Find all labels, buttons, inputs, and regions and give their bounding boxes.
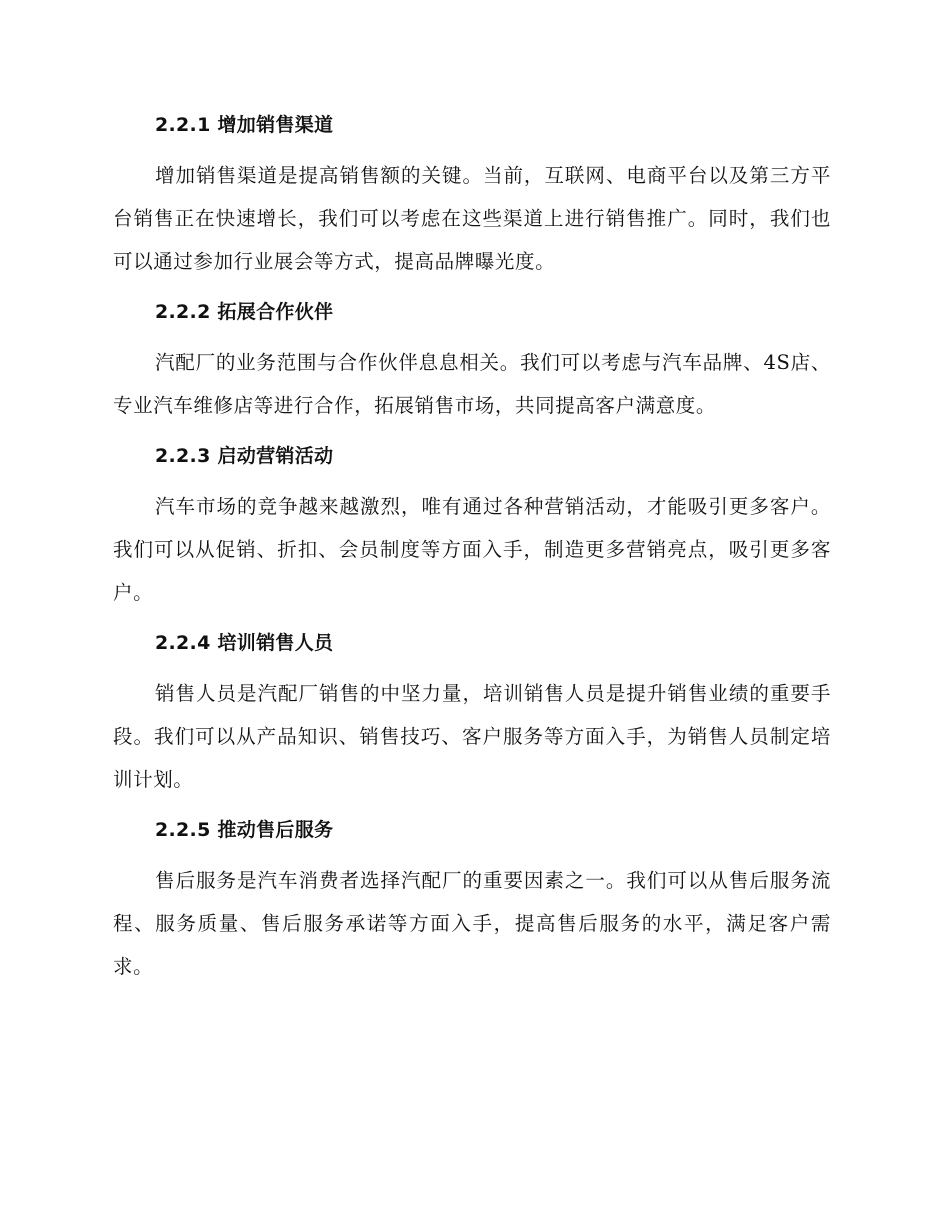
section-heading: 2.2.4 培训销售人员: [155, 632, 334, 654]
section-heading: 2.2.3 启动营销活动: [155, 445, 334, 467]
section-paragraph: 售后服务是汽车消费者选择汽配厂的重要因素之一。我们可以从售后服务流程、服务质量、售后服务承诺等方面入手，提高售后服务的水平，满足客户需求。: [113, 869, 831, 978]
section-2-2-5: [113, 815, 831, 988]
section-paragraph: 汽配厂的业务范围与合作伙伴息息相关。我们可以考虑与汽车品牌、4S店、专业汽车维修店等进行合作，拓展销售市场，共同提高客户满意度。: [113, 351, 831, 417]
section-2-2-3: [113, 441, 831, 614]
section-paragraph: 销售人员是汽配厂销售的中坚力量，培训销售人员是提升销售业绩的重要手段。我们可以从产品知识、销售技巧、客户服务等方面入手，为销售人员制定培训计划。: [113, 682, 831, 791]
document-content: [113, 110, 831, 1002]
section-paragraph: 增加销售渠道是提高销售额的关键。当前，互联网、电商平台以及第三方平台销售正在快速增长，我们可以考虑在这些渠道上进行销售推广。同时，我们也可以通过参加行业展会等方式，提高品牌曝光度。: [113, 164, 831, 273]
section-paragraph: 汽车市场的竞争越来越激烈，唯有通过各种营销活动，才能吸引更多客户。我们可以从促销、折扣、会员制度等方面入手，制造更多营销亮点，吸引更多客户。: [113, 495, 831, 604]
section-2-2-2: [113, 297, 831, 427]
section-heading: 2.2.5 推动售后服务: [155, 819, 334, 841]
section-2-2-4: [113, 628, 831, 801]
section-2-2-1: [113, 110, 831, 283]
section-heading: 2.2.2 拓展合作伙伴: [155, 301, 334, 323]
section-heading: 2.2.1 增加销售渠道: [155, 114, 334, 136]
